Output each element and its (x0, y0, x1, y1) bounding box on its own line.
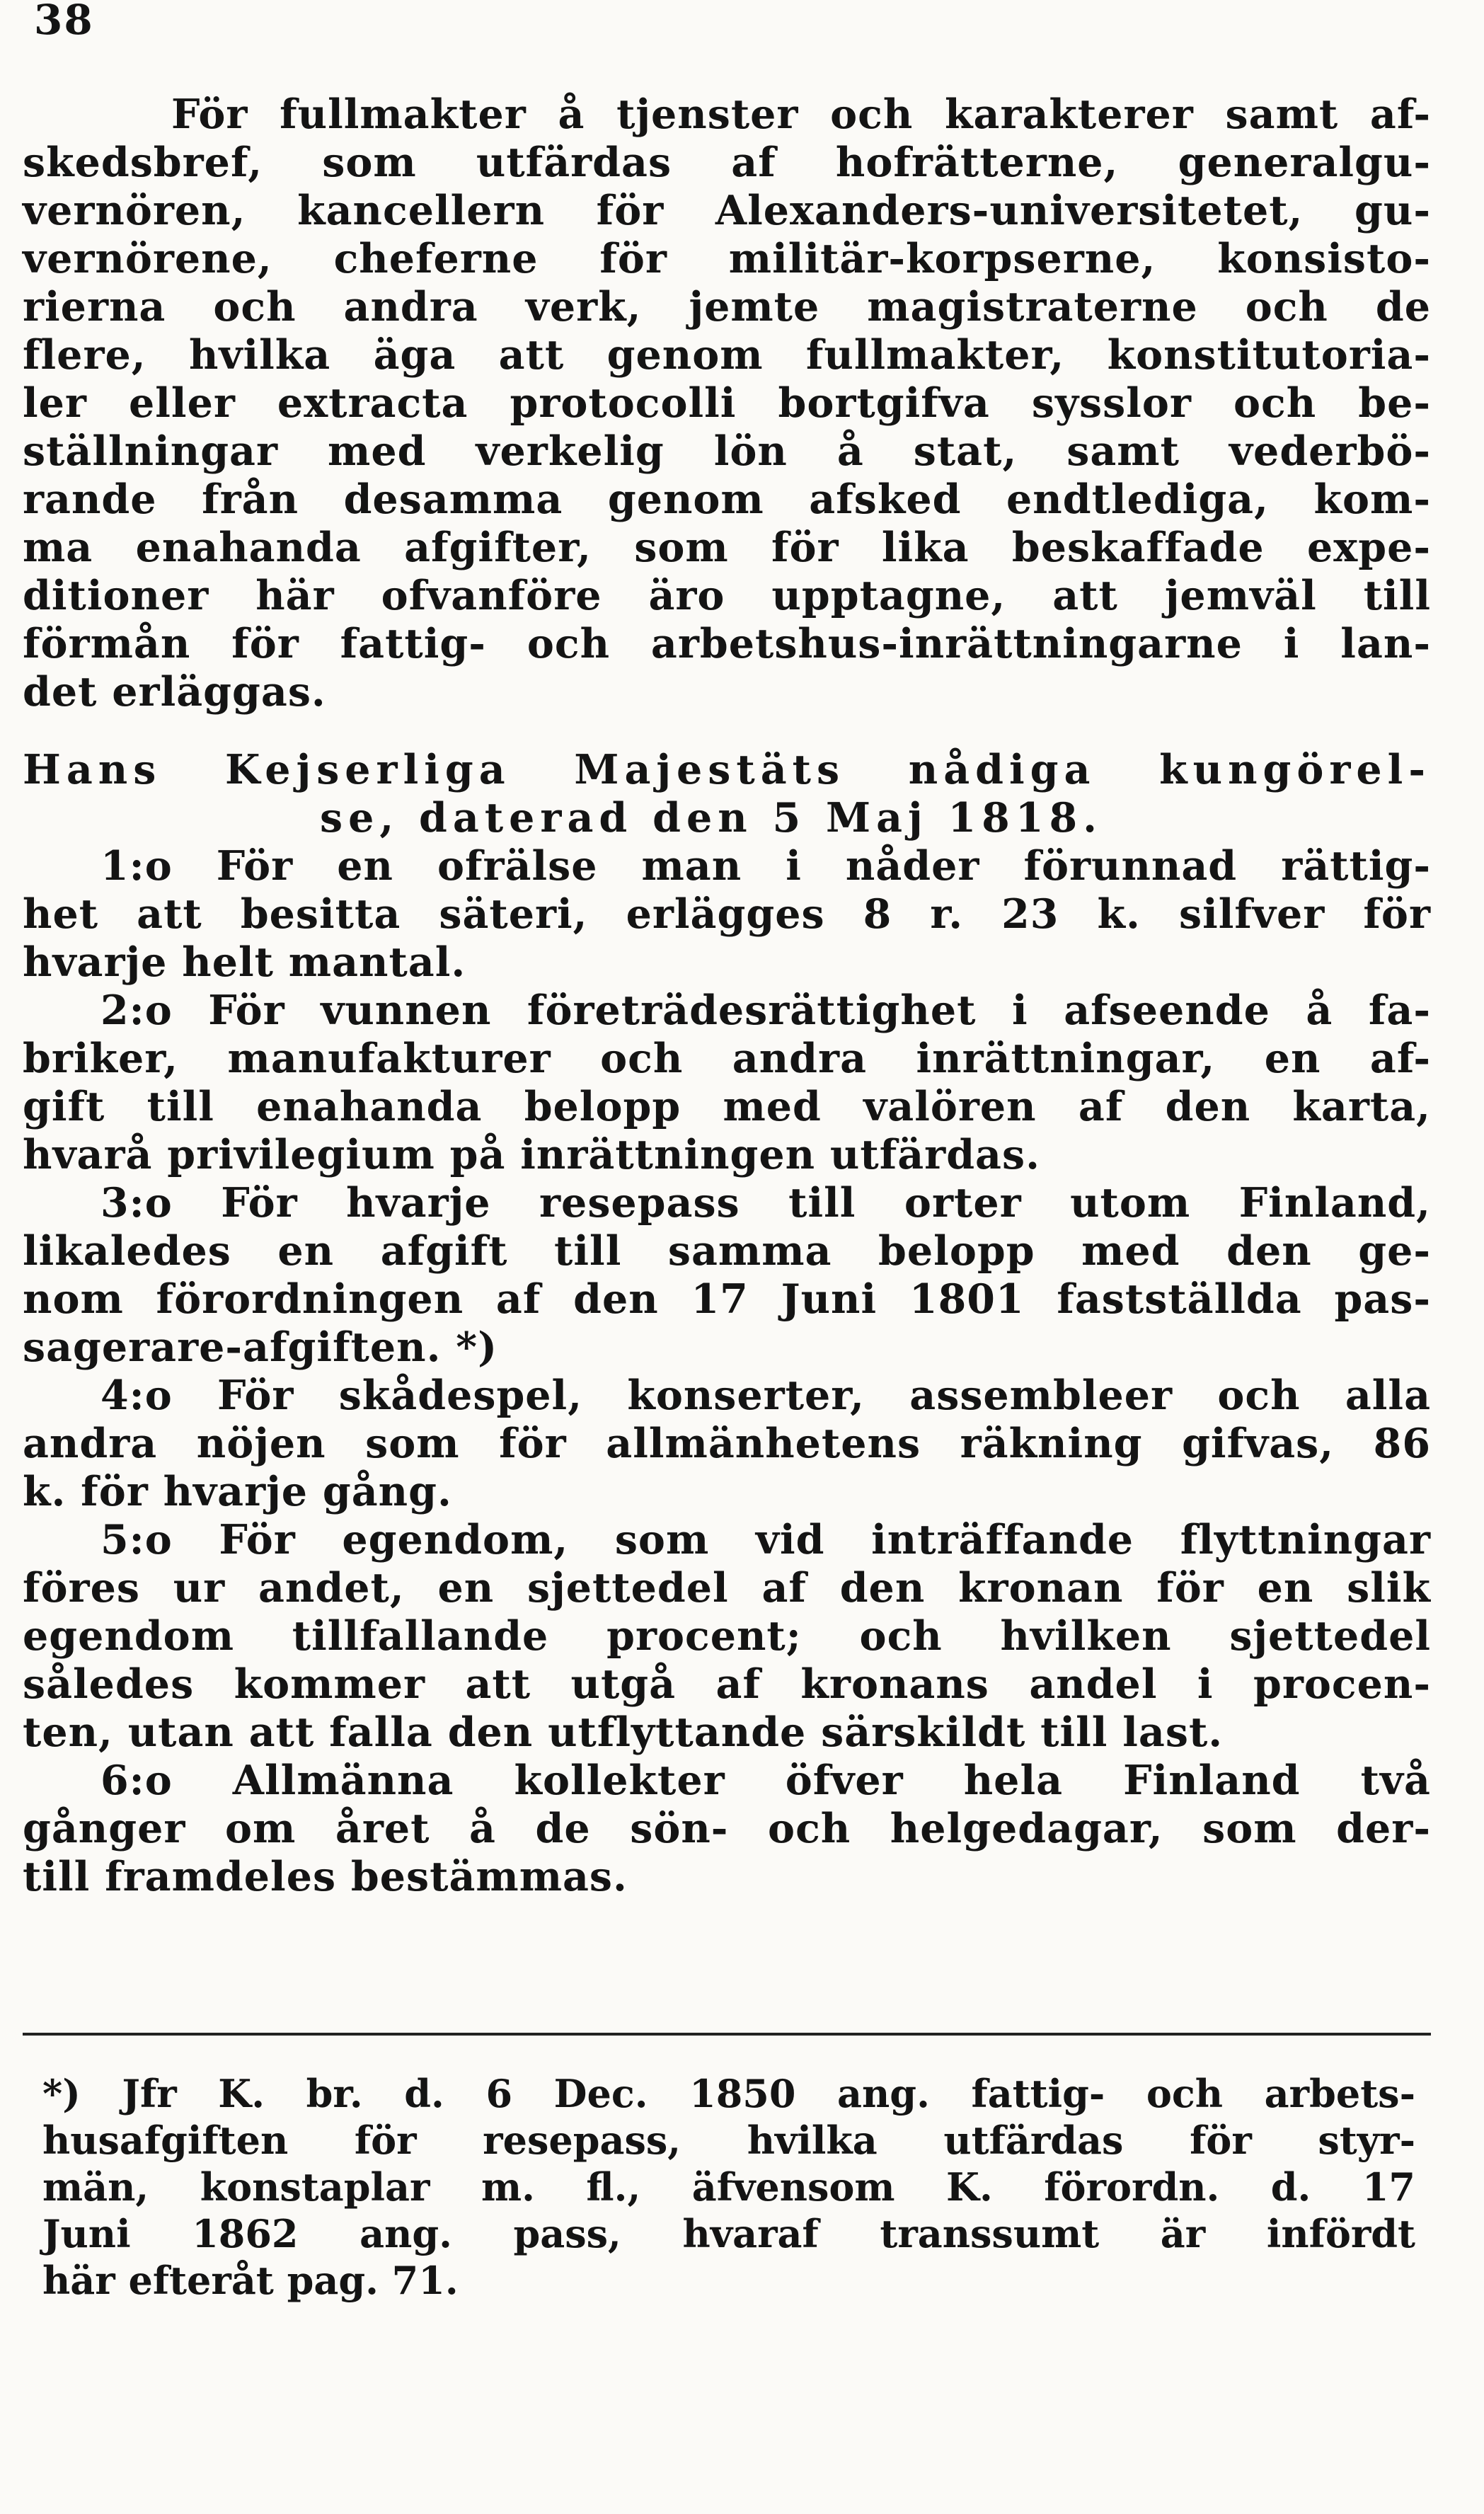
text-line: förmån för fattig- och arbetshus-inrättningarne i lan- (23, 620, 1431, 667)
footnote (42, 2070, 1415, 2304)
text-line: 2:o För vunnen företrädesrättighet i afseende å fa- (100, 987, 1431, 1034)
intro-paragraph (23, 91, 1431, 716)
text-line: het att besitta säteri, erlägges 8 r. 23 k. silfver för (23, 890, 1431, 938)
heading-line: Hans Kejserliga Majestäts nådiga kungörel- (23, 746, 1431, 793)
item-3 (23, 1179, 1431, 1372)
text-line: egendom tillfallande procent; och hvilken sjettedel (23, 1612, 1431, 1660)
text-line: k. för hvarje gång. (23, 1468, 452, 1515)
footnote-line: Juni 1862 ang. pass, hvaraf transsumt är infördt (42, 2211, 1415, 2256)
footnote-line: här efteråt pag. 71. (42, 2258, 459, 2303)
text-line: likaledes en afgift till samma belopp med den ge- (23, 1227, 1431, 1275)
text-line: 4:o För skådespel, konserter, assembleer och alla (100, 1372, 1431, 1419)
item-2 (23, 987, 1431, 1179)
text-line: ma enahanda afgifter, som för lika beskaffade expe- (23, 524, 1431, 571)
item-4 (23, 1372, 1431, 1516)
footnote-line: *) Jfr K. br. d. 6 Dec. 1850 ang. fattig- och arbets- (42, 2071, 1415, 2116)
text-line: det erläggas. (23, 668, 326, 716)
item-1 (23, 842, 1431, 987)
footnote-line: husafgiften för resepass, hvilka utfärdas för styr- (42, 2118, 1415, 2163)
decree-heading (23, 746, 1431, 842)
text-line: rierna och andra verk, jemte magistraterne och de (23, 283, 1431, 331)
text-line: flere, hvilka äga att genom fullmakter, konstitutoria- (23, 331, 1431, 379)
text-line: För fullmakter å tjenster och karakterer samt af- (171, 91, 1431, 138)
text-line: skedsbref, som utfärdas af hofrätterne, generalgu- (23, 139, 1431, 186)
text-line: 5:o För egendom, som vid inträffande flyttningar (100, 1516, 1431, 1563)
text-line: 1:o För en ofrälse man i nåder förunnad rättig- (100, 842, 1431, 890)
text-line: ställningar med verkelig lön å stat, samt vederbö- (23, 427, 1431, 475)
text-line: gift till enahanda belopp med valören af den karta, (23, 1083, 1431, 1130)
text-line: vernören, kancellern för Alexanders-universitetet, gu- (23, 187, 1431, 234)
item-6 (23, 1757, 1431, 1901)
text-line: 3:o För hvarje resepass till orter utom Finland, (100, 1179, 1431, 1227)
text-line: andra nöjen som för allmänhetens räkning gifvas, 86 (23, 1420, 1431, 1467)
body-text (23, 91, 1431, 1901)
text-line: ten, utan att falla den utflyttande särskildt till last. (23, 1709, 1224, 1756)
text-line: nom förordningen af den 17 Juni 1801 fastställda pas- (23, 1275, 1431, 1323)
text-line: hvarje helt mantal. (23, 939, 466, 986)
text-line: hvarå privilegium på inrättningen utfärdas. (23, 1131, 1040, 1178)
text-line: ditioner här ofvanföre äro upptagne, att jemväl till (23, 572, 1431, 619)
text-line: ler eller extracta protocolli bortgifva sysslor och be- (23, 379, 1431, 427)
heading-line: se, daterad den 5 Maj 1818. (320, 794, 1103, 842)
item-5 (23, 1516, 1431, 1757)
text-line: gånger om året å de sön- och helgedagar, som der- (23, 1805, 1431, 1852)
text-line: föres ur andet, en sjettedel af den kronan för en slik (23, 1564, 1431, 1612)
text-line: således kommer att utgå af kronans andel i procen- (23, 1660, 1431, 1708)
text-line: sagerare-afgiften. *) (23, 1324, 498, 1371)
text-line: briker, manufakturer och andra inrättningar, en af- (23, 1035, 1431, 1082)
text-line: till framdeles bestämmas. (23, 1853, 628, 1900)
text-line: 6:o Allmänna kollekter öfver hela Finland två (100, 1757, 1431, 1804)
page-number: 38 (34, 0, 94, 44)
text-line: vernörene, cheferne för militär-korpserne, konsisto- (23, 235, 1431, 282)
text-line: rande från desamma genom afsked endtlediga, kom- (23, 476, 1431, 523)
footnote-line: män, konstaplar m. fl., äfvensom K. förordn. d. 17 (42, 2164, 1415, 2210)
footnote-divider (23, 2033, 1431, 2036)
